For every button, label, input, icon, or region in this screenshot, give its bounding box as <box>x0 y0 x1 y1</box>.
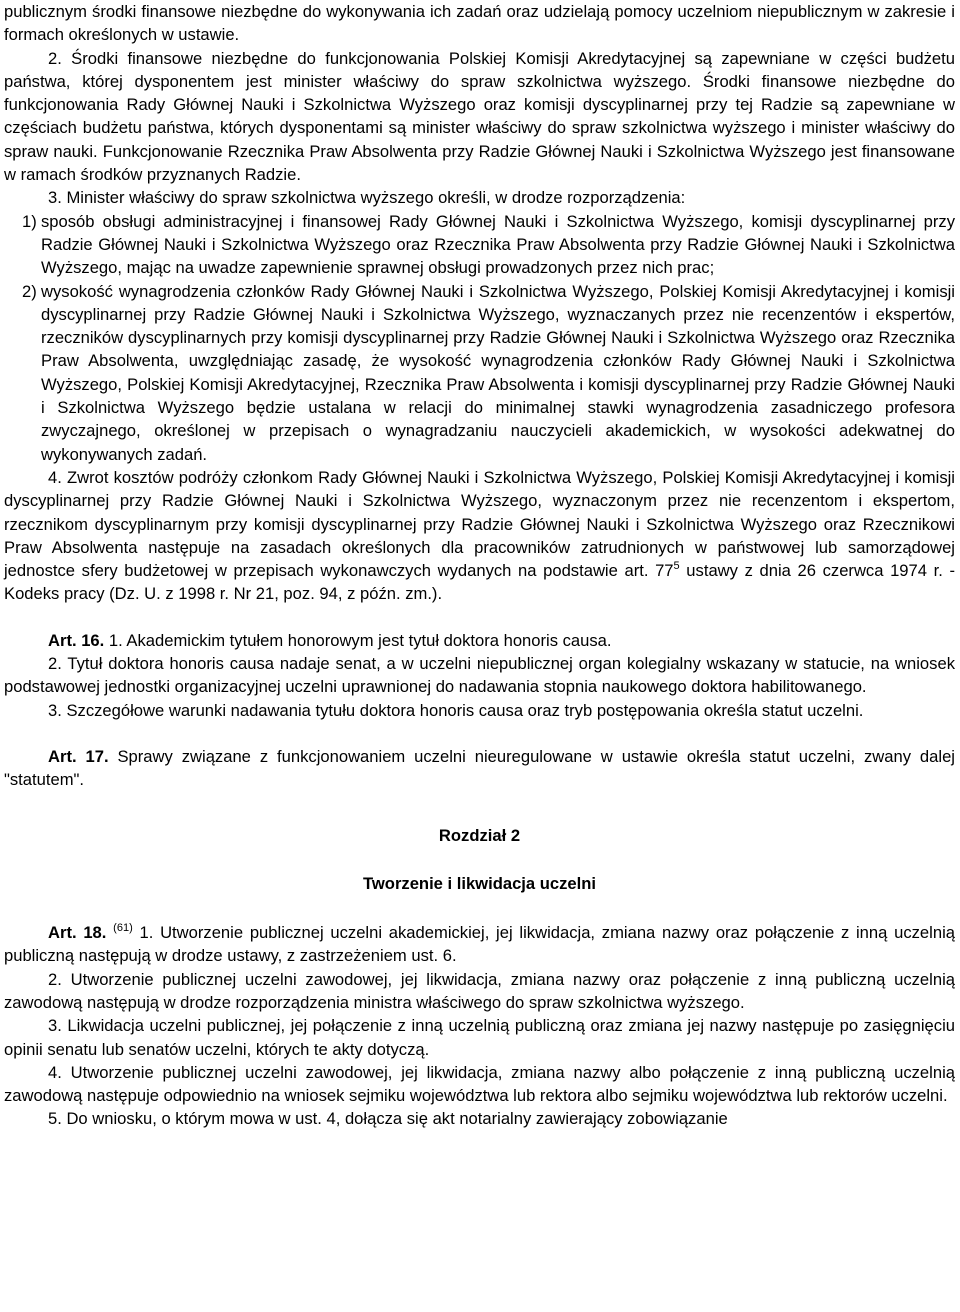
paragraph-funding-2: 2. Środki finansowe niezbędne do funkcjonowania Polskiej Komisji Akredytacyjnej są zapewniane w części budżetu państwa, której dysponentem jest minister właściwy do spraw szkolnictwa wyższego. Środki finansowe niezbędne do funkcjonowania Rady Głównej Nauki i Szkolnictwa Wyższego oraz komisji dyscyplinarnej przy tej Radzie są zapewniane w częściach budżetu państwa, których dysponentami są minister właściwy do spraw szkolnictwa wyższego i minister właściwy do spraw nauki. Funkcjonowanie Rzecznika Praw Absolwenta przy Radzie Głównej Nauki i Szkolnictwa Wyższego jest finansowane w ramach środków przyznanych Radzie. <box>4 48 955 185</box>
list-item-1 <box>4 210 955 280</box>
paragraph-continuation: publicznym środki finansowe niezbędne do wykonywania ich zadań oraz udzielają pomocy uczelniom niepublicznym w zakresie i formach określonych w ustawie. <box>4 2 955 45</box>
paragraph-text: 4. Zwrot kosztów podróży członkom Rady Głównej Nauki i Szkolnictwa Wyższego, Polskiej Komisji Akredytacyjnej i komisji dyscyplinarnej przy Radzie Głównej Nauki i Szkolnictwa Wyższego, wyznaczonym przez nie recenzentom i ekspertom, rzecznikom dyscyplinarnym przy komisji dyscyplinarnej przy Radzie Głównej Nauki i Szkolnictwa Wyższego oraz Rzecznikowi Praw Absolwenta następuje na zasadach określonych dla pracowników zatrudnionych w państwowej lub samorządowej jednostce sfery budżetowej w przepisach wykonawczych wydanych na podstawie art. 77 <box>4 467 955 581</box>
article-18-para-4: 4. Utworzenie publicznej uczelni zawodowej, jej likwidacja, zmiana nazwy albo połączenie z inną publiczną uczelnią zawodową następuje odpowiednio na wniosek sejmiku województwa lub rektora albo sejmiku województwa lub rektorów uczelni. <box>4 1062 955 1106</box>
article-17 <box>4 745 955 792</box>
list-item-2 <box>4 280 955 466</box>
paragraph-travel-costs-4 <box>4 466 955 606</box>
paragraph-text: ustawy z dnia 26 czerwca 1974 r. - Kodeks pracy (Dz. U. z 1998 r. Nr 21, poz. 94, z późn. zm.). <box>4 561 956 604</box>
chapter-title: Tworzenie i likwidacja uczelni <box>363 873 596 893</box>
article-18-para-1 <box>4 921 955 968</box>
article-label: Art. 16. <box>48 630 105 650</box>
article-label: Art. 18. <box>48 923 107 943</box>
list-item-text: sposób obsługi administracyjnej i finansowej Rady Głównej Nauki i Szkolnictwa Wyższego, komisji dyscyplinarnej przy Radzie Głównej Nauki i Szkolnictwa Wyższego oraz Rzecznika Praw Absolwenta przy Radzie Głównej Nauki i Szkolnictwa Wyższego, mając na uwadze zapewnienie sprawnej obsługi prowadzonych przez nich prac; <box>41 211 955 278</box>
article-18-para-2: 2. Utworzenie publicznej uczelni zawodowej, jej likwidacja, zmiana nazwy oraz połączenie z inną publiczną uczelnią zawodową następują w drodze rozporządzenia ministra właściwego do spraw szkolnictwa wyższego. <box>4 969 955 1012</box>
list-item-number: 2) <box>22 281 37 301</box>
paragraph-text: Sprawy związane z funkcjonowaniem uczelni nieuregulowane w ustawie określa statut uczelni, zwany dalej "statutem". <box>4 746 955 790</box>
article-18-para-5: 5. Do wniosku, o którym mowa w ust. 4, dołącza się akt notarialny zawierający zobowiązanie <box>48 1109 728 1129</box>
article-16-para-1 <box>4 629 955 652</box>
paragraph-text: 1. Utworzenie publicznej uczelni akademickiej, jej likwidacja, zmiana nazwy oraz połączenie z inną uczelnią publiczną następują w drodze ustawy, z zastrzeżeniem ust. 6. <box>4 923 955 966</box>
article-18-para-3: 3. Likwidacja uczelni publicznej, jej połączenie z inną uczelnią publiczną oraz zmiana jej nazwy następuje po zasięgnięciu opinii senatu lub senatów uczelni, których te akty dotyczą. <box>4 1016 955 1059</box>
chapter-heading: Rozdział 2 <box>438 825 521 845</box>
list-item-text: wysokość wynagrodzenia członków Rady Głównej Nauki i Szkolnictwa Wyższego, Polskiej Komisji Akredytacyjnej i komisji dyscyplinarnej przy Radzie Głównej Nauki i Szkolnictwa Wyższego, wyznaczanych przez nie recenzentów i ekspertów, rzeczników dyscyplinarnych przy komisji dyscyplinarnej przy Radzie Głównej Nauki i Szkolnictwa Wyższego oraz Rzecznika Praw Absolwenta, uwzględniając zasadę, że wysokość wynagrodzenia członków Rady Głównej Nauki i Szkolnictwa Wyższego, Polskiej Komisji Akredytacyjnej, Rzecznika Praw Absolwenta i komisji dyscyplinarnej przy Radzie Głównej Nauki i Szkolnictwa Wyższego będzie ustalana w relacji do minimalnej stawki wynagrodzenia zasadniczego profesora zwyczajnego, określonej w przepisach o wynagradzaniu nauczycieli akademickich, w wysokości adekwatnej do wykonywanych zadań. <box>41 281 955 464</box>
article-16-para-2: 2. Tytuł doktora honoris causa nadaje senat, a w uczelni niepublicznej organ kolegialny wskazany w statucie, na wniosek podstawowej jednostki organizacyjnej uczelni uprawnionej do nadawania stopnia naukowego doktora habilitowanego. <box>4 654 955 697</box>
paragraph-regulation-3: 3. Minister właściwy do spraw szkolnictwa wyższego określi, w drodze rozporządzenia: <box>48 188 686 208</box>
article-label: Art. 17. <box>48 746 109 766</box>
article-16-para-3: 3. Szczegółowe warunki nadawania tytułu doktora honoris causa oraz tryb postępowania określa statut uczelni. <box>48 700 864 720</box>
document-page <box>4 0 955 1131</box>
paragraph-text: 1. Akademickim tytułem honorowym jest tytuł doktora honoris causa. <box>104 630 612 650</box>
superscript: 5 <box>673 560 680 573</box>
list-item-number: 1) <box>22 211 37 231</box>
footnote-ref: (61) <box>113 922 133 935</box>
